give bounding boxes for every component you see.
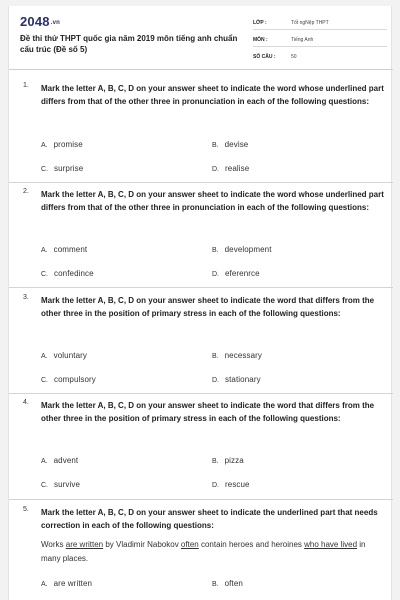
question-text: Mark the letter A, B, C, D on your answer sheet to indicate the word that differs from the other three in the position of primary stress in each of the following questions: xyxy=(41,296,375,318)
option-letter: B. xyxy=(212,353,219,360)
option-text: confedince xyxy=(54,269,94,278)
question-divider xyxy=(9,393,393,394)
option-c[interactable] xyxy=(41,480,80,491)
option-letter: C. xyxy=(41,482,48,489)
option-a[interactable] xyxy=(41,245,87,256)
question-number: 4. xyxy=(23,399,29,406)
meta-value: 50 xyxy=(291,54,297,60)
passage-text: contain heroes and heroines xyxy=(198,540,305,549)
option-a[interactable] xyxy=(41,456,78,467)
meta-row-class xyxy=(253,16,387,30)
passage-underlined-c: who have lived xyxy=(304,540,358,549)
option-letter: A. xyxy=(41,581,48,588)
logo-text: 2048 xyxy=(20,14,50,29)
question-divider xyxy=(9,182,393,183)
option-text: stationary xyxy=(225,375,261,384)
passage-text: Works xyxy=(41,540,66,549)
option-text: often xyxy=(224,579,243,588)
exam-page xyxy=(8,6,392,600)
passage-underlined-b: often xyxy=(180,540,199,549)
meta-row-count xyxy=(253,50,387,64)
option-letter: C. xyxy=(41,377,48,384)
option-text: devise xyxy=(224,140,249,149)
option-text: promise xyxy=(53,140,83,149)
option-text: eferenrce xyxy=(225,269,260,278)
option-letter: B. xyxy=(212,247,219,254)
option-c[interactable] xyxy=(41,164,83,175)
option-letter: B. xyxy=(212,581,219,588)
option-letter: D. xyxy=(212,166,219,173)
option-a[interactable] xyxy=(41,140,83,151)
option-letter: B. xyxy=(212,142,219,149)
option-letter: C. xyxy=(41,166,48,173)
option-c[interactable] xyxy=(41,375,96,386)
option-text: are written xyxy=(53,579,93,588)
option-d[interactable] xyxy=(212,375,261,386)
option-text: pizza xyxy=(224,456,244,465)
question-text: Mark the letter A, B, C, D on your answer sheet to indicate the word that differs from the other three in the position of primary stress in each of the following questions: xyxy=(41,401,375,423)
option-text: comment xyxy=(53,245,88,254)
option-text: development xyxy=(224,245,272,254)
option-d[interactable] xyxy=(212,269,260,280)
option-letter: D. xyxy=(212,482,219,489)
meta-value: Tiếng Anh xyxy=(291,37,314,43)
question-number: 5. xyxy=(23,506,29,513)
question-text: Mark the letter A, B, C, D on your answer sheet to indicate the word whose underlined part differs from that of the other three in pronunciation in each of the following questions: xyxy=(41,84,384,106)
option-text: advent xyxy=(53,456,79,465)
passage-underlined-a: are written xyxy=(65,540,104,549)
meta-value: Tốt ngNệp THPT xyxy=(291,20,329,26)
logo-suffix: .vn xyxy=(50,19,61,26)
meta-key: MÔN : xyxy=(253,37,268,43)
exam-header xyxy=(9,6,393,70)
meta-row-subject xyxy=(253,33,387,47)
option-text: realise xyxy=(225,164,250,173)
option-c[interactable] xyxy=(41,269,94,280)
option-d[interactable] xyxy=(212,164,249,175)
exam-title: Đề thi thử THPT quốc gia năm 2019 môn tiếng anh chuẩn cấu trúc (Đề số 5) xyxy=(20,34,238,54)
option-text: compulsory xyxy=(54,375,96,384)
option-b[interactable] xyxy=(212,245,272,256)
question-divider xyxy=(9,499,393,500)
site-logo[interactable] xyxy=(20,14,60,29)
option-b[interactable] xyxy=(212,579,243,590)
option-text: voluntary xyxy=(53,351,87,360)
question-text: Mark the letter A, B, C, D on your answer sheet to indicate the underlined part that needs correction in each of the following questions: xyxy=(41,508,378,530)
question-number: 3. xyxy=(23,294,29,301)
option-letter: A. xyxy=(41,142,48,149)
option-letter: A. xyxy=(41,247,48,254)
meta-key: LỚP : xyxy=(253,20,267,26)
option-a[interactable] xyxy=(41,579,92,590)
question-number: 2. xyxy=(23,188,29,195)
question-number: 1. xyxy=(23,82,29,89)
passage-text: by Vladimir Nabokov xyxy=(103,540,181,549)
passage-text: in many places. xyxy=(41,540,366,563)
option-a[interactable] xyxy=(41,351,87,362)
option-b[interactable] xyxy=(212,140,248,151)
option-text: surprise xyxy=(54,164,84,173)
question-divider xyxy=(9,287,393,288)
option-b[interactable] xyxy=(212,351,262,362)
option-letter: D. xyxy=(212,377,219,384)
option-letter: D. xyxy=(212,271,219,278)
option-d[interactable] xyxy=(212,480,250,491)
option-letter: B. xyxy=(212,458,219,465)
option-text: necessary xyxy=(224,351,262,360)
option-letter: A. xyxy=(41,458,48,465)
option-b[interactable] xyxy=(212,456,244,467)
meta-key: SỐ CÂU : xyxy=(253,54,276,60)
option-text: rescue xyxy=(225,480,250,489)
option-text: survive xyxy=(54,480,81,489)
option-letter: C. xyxy=(41,271,48,278)
question-text: Mark the letter A, B, C, D on your answer sheet to indicate the word whose underlined part differs from that of the other three in pronunciation in each of the following questions: xyxy=(41,190,384,212)
option-letter: A. xyxy=(41,353,48,360)
error-passage xyxy=(41,538,371,566)
